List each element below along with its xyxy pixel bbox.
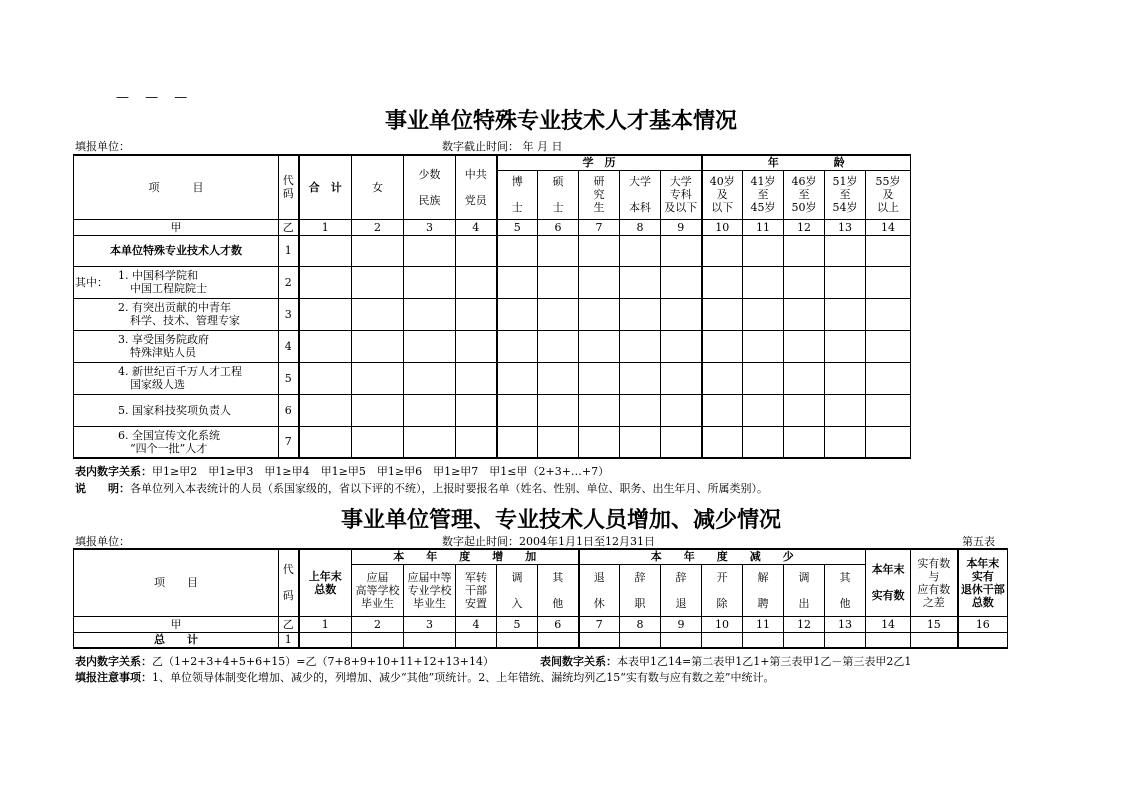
t2-item-header: 项 目 [74, 549, 279, 616]
inc-military-header: 军转 干部 安置 [456, 564, 497, 616]
data-cell[interactable] [352, 394, 404, 426]
data-cell[interactable] [784, 235, 825, 266]
data-cell[interactable] [497, 394, 538, 426]
data-cell[interactable] [497, 330, 538, 362]
undergrad-header: 大学 本科 [620, 170, 661, 219]
data-cell[interactable] [497, 362, 538, 394]
data-cell[interactable] [404, 266, 456, 298]
row-code: 6 [279, 394, 299, 426]
data-cell[interactable] [404, 426, 456, 458]
data-cell[interactable] [456, 362, 497, 394]
index-b: 乙 [279, 219, 299, 235]
index-b: 乙 [279, 616, 299, 632]
data-cell[interactable] [784, 298, 825, 330]
data-cell[interactable] [352, 235, 404, 266]
data-cell[interactable] [352, 330, 404, 362]
data-cell[interactable] [538, 235, 579, 266]
data-cell[interactable] [352, 426, 404, 458]
row-label [74, 266, 279, 298]
data-cell[interactable] [702, 426, 743, 458]
table1-row [74, 235, 911, 266]
phd-header: 博 士 [497, 170, 538, 219]
increase-group-header: 本 年 度 增 加 [352, 549, 579, 564]
index-col: 5 [497, 616, 538, 632]
data-cell[interactable] [661, 632, 702, 648]
index-col: 16 [958, 616, 1008, 632]
data-cell[interactable] [352, 298, 404, 330]
index-col: 11 [743, 219, 784, 235]
data-cell[interactable] [456, 235, 497, 266]
data-cell[interactable] [702, 394, 743, 426]
data-cell[interactable] [497, 298, 538, 330]
t2-inter-label: 表间数字关系： [540, 655, 617, 668]
data-cell[interactable] [702, 235, 743, 266]
age-40-header: 40岁 及 以下 [702, 170, 743, 219]
relation-label: 表内数字关系： [75, 465, 152, 478]
index-col: 2 [352, 616, 404, 632]
table1-row [74, 330, 911, 362]
data-cell[interactable] [404, 394, 456, 426]
data-cell[interactable] [538, 426, 579, 458]
decrease-group-header: 本 年 度 减 少 [579, 549, 866, 564]
total-header: 合 计 [299, 155, 352, 219]
data-cell[interactable] [404, 298, 456, 330]
table1-date-label: 数字截止时间： 年 月 日 [442, 140, 563, 153]
dec-transfer-header: 调 出 [784, 564, 825, 616]
row-label [74, 362, 279, 394]
data-cell[interactable] [784, 394, 825, 426]
dec-dismiss-header: 辞 退 [661, 564, 702, 616]
index-col: 11 [743, 616, 784, 632]
data-cell[interactable] [661, 394, 702, 426]
data-cell[interactable] [661, 266, 702, 298]
table2-notice-note [75, 669, 774, 685]
retired-header: 本年末 实有 退休干部 总数 [958, 549, 1008, 616]
index-col: 6 [538, 219, 579, 235]
master-header: 硕 士 [538, 170, 579, 219]
inc-graduate-header: 应届 高等学校 毕业生 [352, 564, 404, 616]
data-cell[interactable] [299, 298, 352, 330]
data-cell[interactable] [299, 330, 352, 362]
data-cell[interactable] [866, 394, 911, 426]
data-cell[interactable] [743, 426, 784, 458]
table1-row [74, 362, 911, 394]
index-row [74, 219, 911, 235]
table1-relation-note [75, 463, 609, 479]
index-col: 13 [825, 219, 866, 235]
table1-title: 事业单位特殊专业技术人才基本情况 [384, 109, 737, 134]
data-cell[interactable] [866, 266, 911, 298]
data-cell[interactable] [299, 235, 352, 266]
dec-terminate-header: 解 聘 [743, 564, 784, 616]
data-cell[interactable] [702, 632, 743, 648]
data-cell[interactable] [743, 632, 784, 648]
data-cell[interactable] [661, 330, 702, 362]
table1-row [74, 266, 911, 298]
data-cell[interactable] [579, 426, 620, 458]
data-cell[interactable] [456, 266, 497, 298]
data-cell[interactable] [620, 235, 661, 266]
index-col: 15 [911, 616, 958, 632]
data-cell[interactable] [579, 632, 620, 648]
row-prefix: 其中： [75, 275, 108, 289]
table1-row [74, 394, 911, 426]
data-cell[interactable] [497, 235, 538, 266]
cpc-header: 中共 党员 [456, 155, 497, 219]
data-cell[interactable] [579, 235, 620, 266]
t2-relation-label: 表内数字关系： [75, 655, 152, 668]
diff-header: 实有数 与 应有数 之差 [911, 549, 958, 616]
data-cell[interactable] [579, 298, 620, 330]
t2-inter-text: 本表甲1乙14=第二表甲1乙1+第三表甲1乙－第三表甲2乙1 [617, 655, 912, 668]
index-a: 甲 [74, 219, 279, 235]
data-cell[interactable] [702, 330, 743, 362]
data-cell[interactable] [661, 362, 702, 394]
data-cell[interactable] [579, 362, 620, 394]
data-cell[interactable] [743, 266, 784, 298]
code-header: 代 码 [279, 155, 299, 219]
education-group-header: 学 历 [497, 155, 702, 170]
data-cell[interactable] [866, 632, 911, 648]
data-cell[interactable] [620, 632, 661, 648]
dec-expel-header: 开 除 [702, 564, 743, 616]
index-col: 1 [299, 616, 352, 632]
data-cell[interactable] [743, 330, 784, 362]
data-cell[interactable] [404, 330, 456, 362]
data-cell[interactable] [579, 330, 620, 362]
row-label-line: 科学、技术、管理专家 [130, 314, 240, 327]
index-col: 5 [497, 219, 538, 235]
data-cell[interactable] [620, 330, 661, 362]
index-col: 3 [404, 616, 456, 632]
index-col: 14 [866, 616, 911, 632]
data-cell[interactable] [784, 426, 825, 458]
dec-other-header: 其 他 [825, 564, 866, 616]
data-cell[interactable] [538, 266, 579, 298]
college-header: 大学 专科 及以下 [661, 170, 702, 219]
index-col: 8 [620, 616, 661, 632]
data-cell[interactable] [661, 298, 702, 330]
data-cell[interactable] [661, 426, 702, 458]
age-55-header: 55岁 及 以上 [866, 170, 911, 219]
index-col: 12 [784, 219, 825, 235]
row-label-line: 5. 国家科技奖项负责人 [118, 403, 231, 417]
female-header: 女 [352, 155, 404, 219]
row-code: 5 [279, 362, 299, 394]
data-cell[interactable] [404, 235, 456, 266]
row-label-line: 3. 享受国务院政府 [118, 333, 209, 346]
data-cell[interactable] [784, 266, 825, 298]
index-col: 1 [299, 219, 352, 235]
table1-row [74, 426, 911, 458]
index-col: 13 [825, 616, 866, 632]
row-label [74, 426, 279, 458]
data-cell[interactable] [958, 632, 1008, 648]
dec-resign-header: 辞 职 [620, 564, 661, 616]
data-cell[interactable] [620, 426, 661, 458]
index-col: 6 [538, 616, 579, 632]
data-cell[interactable] [784, 632, 825, 648]
data-cell[interactable] [404, 362, 456, 394]
data-cell[interactable] [825, 426, 866, 458]
data-cell[interactable] [743, 362, 784, 394]
data-cell[interactable] [866, 298, 911, 330]
data-cell[interactable] [299, 394, 352, 426]
index-col: 10 [702, 219, 743, 235]
row-code: 3 [279, 298, 299, 330]
data-cell[interactable] [538, 632, 579, 648]
data-cell[interactable] [702, 298, 743, 330]
inc-other-header: 其 他 [538, 564, 579, 616]
data-cell[interactable] [579, 266, 620, 298]
data-cell[interactable] [784, 330, 825, 362]
year-end-actual-header: 本年末 实有数 [866, 549, 911, 616]
row-label-line: 2. 有突出贡献的中青年 [118, 301, 231, 314]
table1-body [74, 235, 911, 458]
index-col: 9 [661, 616, 702, 632]
data-cell[interactable] [825, 394, 866, 426]
row-label-line: 4. 新世纪百千万人才工程 [118, 365, 242, 378]
data-cell[interactable] [352, 266, 404, 298]
explain-text: 各单位列入本表统计的人员（系国家级的，省以下评的不统），上报时要报名单（姓名、性别、单位、职务、出生年月、所属类别）。 [130, 482, 768, 495]
t2-code-header: 代 码 [279, 549, 299, 616]
row-label [74, 235, 279, 266]
row-label-line: 特殊津贴人员 [130, 346, 196, 359]
data-cell[interactable] [352, 362, 404, 394]
data-cell[interactable] [866, 235, 911, 266]
row-label-line: 6. 全国宣传文化系统 [118, 428, 220, 442]
table2-unit-label: 填报单位： [75, 535, 130, 548]
t2-notice-text: 1、单位领导体制变化增加、减少的，列增加、减少“其他”项统计。2、上年错统、漏统均列乙15“实有数与应有数之差”中统计。 [152, 671, 775, 684]
index-col: 9 [661, 219, 702, 235]
row-label-line: 中国工程院院士 [130, 282, 207, 295]
table1 [73, 154, 911, 459]
data-cell[interactable] [620, 266, 661, 298]
graduate-header: 研 究 生 [579, 170, 620, 219]
data-cell[interactable] [538, 362, 579, 394]
data-cell[interactable] [299, 426, 352, 458]
data-cell[interactable] [404, 632, 456, 648]
dec-retire-header: 退 休 [579, 564, 620, 616]
index-col: 8 [620, 219, 661, 235]
total-code: 1 [279, 632, 299, 648]
table1-row [74, 298, 911, 330]
data-cell[interactable] [456, 330, 497, 362]
data-cell[interactable] [456, 632, 497, 648]
inc-secondary-header: 应届中等 专业学校 毕业生 [404, 564, 456, 616]
data-cell[interactable] [456, 426, 497, 458]
table1-unit-label: 填报单位： [75, 140, 130, 153]
age-51-54-header: 51岁 至 54岁 [825, 170, 866, 219]
data-cell[interactable] [497, 266, 538, 298]
table2-date-label: 数字起止时间：2004年1月1日至12月31日 [442, 535, 655, 548]
data-cell[interactable] [702, 266, 743, 298]
data-cell[interactable] [620, 394, 661, 426]
table1-explain-note [75, 480, 768, 496]
minority-header: 少数 民族 [404, 155, 456, 219]
data-cell[interactable] [866, 362, 911, 394]
inc-transfer-header: 调 入 [497, 564, 538, 616]
data-cell[interactable] [538, 298, 579, 330]
data-cell[interactable] [299, 632, 352, 648]
data-cell[interactable] [456, 394, 497, 426]
row-label-line: 国家级人选 [130, 378, 185, 391]
data-cell[interactable] [702, 362, 743, 394]
data-cell[interactable] [825, 266, 866, 298]
index-col: 14 [866, 219, 911, 235]
t2-notice-label: 填报注意事项： [75, 671, 152, 684]
row-label-line: “四个一批”人才 [130, 441, 208, 455]
row-code: 7 [279, 426, 299, 458]
header-dash-marks: — — — [116, 90, 194, 105]
data-cell[interactable] [866, 330, 911, 362]
data-cell[interactable] [299, 266, 352, 298]
total-row [74, 632, 1008, 648]
index-col: 12 [784, 616, 825, 632]
data-cell[interactable] [497, 426, 538, 458]
table2 [73, 548, 1008, 649]
index-col: 2 [352, 219, 404, 235]
index-col: 10 [702, 616, 743, 632]
data-cell[interactable] [538, 394, 579, 426]
data-cell[interactable] [620, 362, 661, 394]
row-label [74, 394, 279, 426]
t2-relation-text: 乙（1+2+3+4+5+6+15）=乙（7+8+9+10+11+12+13+14） [152, 655, 495, 668]
data-cell[interactable] [825, 632, 866, 648]
data-cell[interactable] [538, 330, 579, 362]
row-label-line: 本单位特殊专业技术人才数 [110, 244, 242, 257]
data-cell[interactable] [579, 394, 620, 426]
data-cell[interactable] [661, 235, 702, 266]
data-cell[interactable] [743, 235, 784, 266]
index-col: 7 [579, 616, 620, 632]
row-code: 1 [279, 235, 299, 266]
data-cell[interactable] [743, 394, 784, 426]
data-cell[interactable] [825, 330, 866, 362]
t2-index-row [74, 616, 1008, 632]
data-cell[interactable] [299, 362, 352, 394]
data-cell[interactable] [352, 632, 404, 648]
data-cell[interactable] [825, 235, 866, 266]
age-46-50-header: 46岁 至 50岁 [784, 170, 825, 219]
age-41-45-header: 41岁 至 45岁 [743, 170, 784, 219]
data-cell[interactable] [497, 632, 538, 648]
index-col: 3 [404, 219, 456, 235]
item-header: 项 目 [74, 155, 279, 219]
data-cell[interactable] [456, 298, 497, 330]
relation-text: 甲1≥甲2 甲1≥甲3 甲1≥甲4 甲1≥甲5 甲1≥甲6 甲1≥甲7 甲1≤甲（2+3+…+7） [152, 465, 610, 478]
table2-number: 第五表 [962, 535, 995, 548]
table2-inter-note [540, 653, 911, 669]
explain-label: 说 明： [75, 482, 130, 495]
data-cell[interactable] [825, 298, 866, 330]
table2-title: 事业单位管理、专业技术人员增加、减少情况 [340, 508, 781, 533]
total-label: 总 计 [74, 632, 279, 648]
row-label [74, 298, 279, 330]
last-year-total-header: 上年末 总数 [299, 549, 352, 616]
row-label [74, 330, 279, 362]
index-col: 4 [456, 219, 497, 235]
data-cell[interactable] [743, 298, 784, 330]
data-cell[interactable] [911, 632, 958, 648]
index-a: 甲 [74, 616, 279, 632]
row-code: 4 [279, 330, 299, 362]
index-col: 4 [456, 616, 497, 632]
data-cell[interactable] [825, 362, 866, 394]
data-cell[interactable] [784, 362, 825, 394]
row-code: 2 [279, 266, 299, 298]
data-cell[interactable] [866, 426, 911, 458]
age-group-header: 年 龄 [702, 155, 911, 170]
data-cell[interactable] [620, 298, 661, 330]
index-col: 7 [579, 219, 620, 235]
row-label-line: 1. 中国科学院和 [118, 269, 198, 282]
table2-relation-note [75, 653, 494, 669]
